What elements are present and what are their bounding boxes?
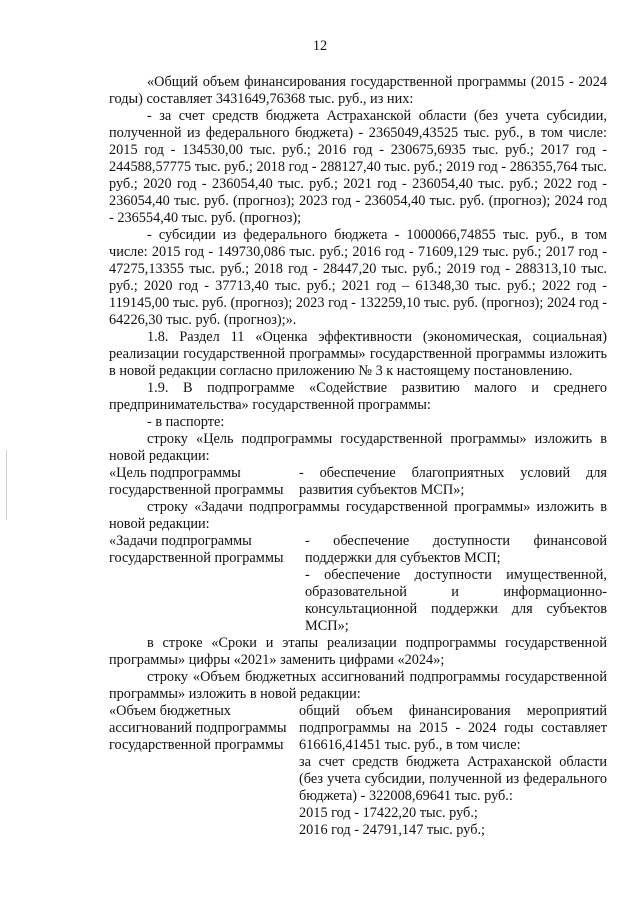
goal-row-text: - обеспечение благоприятных условий для развития субъектов МСП»;: [299, 465, 607, 498]
paragraph-tasks-row-intro: строку «Задачи подпрограммы государственной программы» изложить в новой редакции:: [109, 499, 607, 532]
tasks-row-label: «Задачи подпрограммы государственной программы: [109, 533, 284, 566]
tasks-row: [109, 533, 607, 635]
tasks-row-text-1: - обеспечение доступности финансовой поддержки для субъектов МСП;: [305, 533, 607, 566]
paragraph-terms-change: в строке «Сроки и этапы реализации подпрограммы государственной программы» цифры «2021» заменить цифрами «2024»;: [109, 635, 607, 668]
goal-row: [109, 465, 607, 499]
volume-row: [109, 703, 607, 839]
volume-row-text-1: общий объем финансирования мероприятий подпрограммы на 2015 - 2024 годы составляет 616616,41451 тыс. руб., в том числе:: [299, 703, 607, 753]
document-body: [109, 74, 607, 839]
paragraph-item-1-8: 1.8. Раздел 11 «Оценка эффективности (экономическая, социальная) реализации государственной программы» государственной программы изложить в новой редакции согласно приложению № 3 к настоящему постановлению.: [109, 329, 607, 379]
paragraph-regional-budget: - за счет средств бюджета Астраханской области (без учета субсидии, полученной из федерального бюджета) - 2365049,43525 тыс. руб., в том числе: 2015 год - 134530,00 тыс. руб.; 2016 год - 230675,6935 тыс. руб.; 2017 год - 244588,57775 тыс. руб.; 2018 год - 288127,40 тыс. руб.; 2019 год - 286355,764 тыс. руб.; 2020 год - 236054,40 тыс. руб.; 2021 год - 236054,40 тыс. руб.; 2022 год - 236054,40 тыс. руб. (прогноз); 2023 год - 236054,40 тыс. руб. (прогноз); 2024 год - 236554,40 тыс. руб. (прогноз);: [109, 108, 607, 226]
tasks-row-text-2: - обеспечение доступности имущественной, образовательной и информационно-консультационной поддержки для субъектов МСП»;: [305, 567, 607, 634]
paragraph-goal-row-intro: строку «Цель подпрограммы государственной программы» изложить в новой редакции:: [109, 431, 607, 464]
volume-row-label: «Объем бюджетных ассигнований подпрограммы государственной программы: [109, 703, 287, 753]
paragraph-total-financing: «Общий объем финансирования государственной программы (2015 - 2024 годы) составляет 3431649,76368 тыс. руб., из них:: [109, 74, 607, 107]
volume-row-text-3: 2015 год - 17422,20 тыс. руб.;: [299, 805, 478, 821]
tasks-row-value: [305, 533, 607, 635]
goal-row-value: [299, 465, 607, 499]
volume-row-text-2: за счет средств бюджета Астраханской области (без учета субсидии, полученной из федерального бюджета) - 322008,69641 тыс. руб.:: [299, 754, 607, 804]
paragraph-passport: - в паспорте:: [147, 414, 225, 430]
paragraph-federal-subsidies: - субсидии из федерального бюджета - 1000066,74855 тыс. руб., в том числе: 2015 год - 149730,086 тыс. руб.; 2016 год - 71609,129 тыс. руб.; 2017 год - 47275,13355 тыс. руб.; 2018 год - 28447,20 тыс. руб.; 2019 год - 288313,10 тыс. руб.; 2020 год - 37713,40 тыс. руб.; 2021 год – 61348,30 тыс. руб.; 2022 год - 119145,00 тыс. руб. (прогноз); 2023 год - 132259,10 тыс. руб. (прогноз); 2024 год - 64226,30 тыс. руб. (прогноз);».: [109, 227, 607, 328]
goal-row-label: «Цель подпрограммы государственной программы: [109, 465, 284, 498]
page-number: 12: [312, 38, 328, 54]
paragraph-item-1-9: 1.9. В подпрограмме «Содействие развитию малого и среднего предпринимательства» государственной программы:: [109, 380, 607, 413]
volume-row-text-4: 2016 год - 24791,147 тыс. руб.;: [299, 822, 486, 838]
paragraph-volume-row-intro: строку «Объем бюджетных ассигнований подпрограммы государственной программы» изложить в новой редакции:: [109, 669, 607, 702]
scan-margin-mark: [6, 450, 7, 520]
volume-row-value: [299, 703, 607, 839]
